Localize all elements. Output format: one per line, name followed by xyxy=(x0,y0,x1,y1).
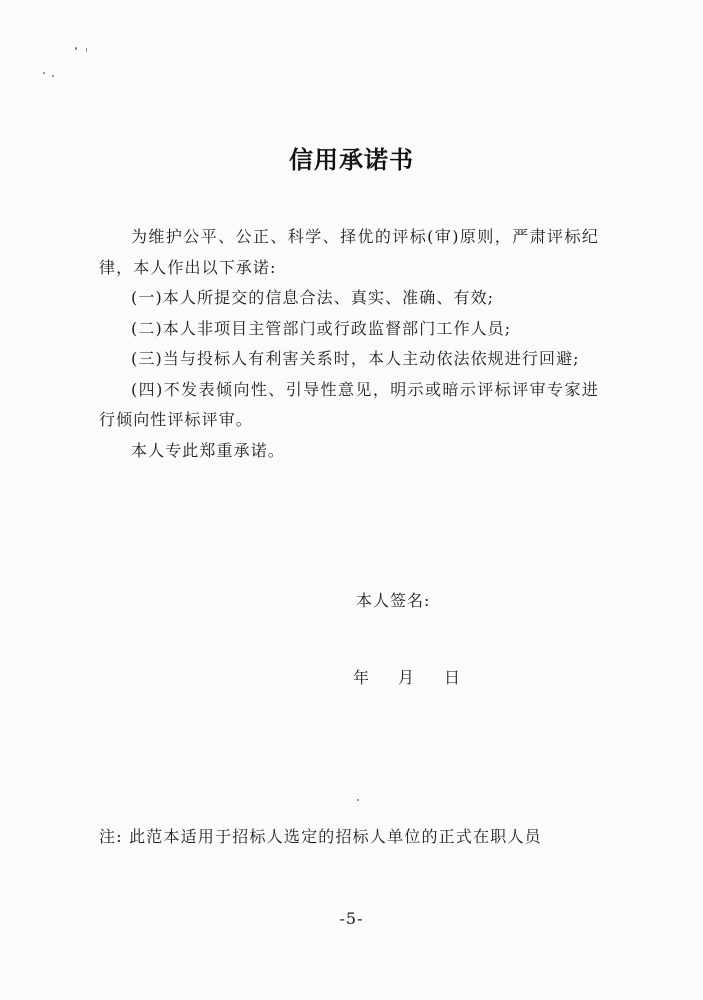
scan-speck xyxy=(86,48,87,52)
footnote: 注: 此范本适用于招标人选定的招标人单位的正式在职人员 xyxy=(99,827,542,846)
scan-speck xyxy=(357,799,359,801)
date-month-label: 月 xyxy=(398,668,415,687)
date-year-label: 年 xyxy=(353,668,370,687)
commitment-item-4: (四)不发表倾向性、引导性意见，明示或暗示评标评审专家进行倾向性评标评审。 xyxy=(99,379,599,429)
date-day-label: 日 xyxy=(444,668,461,687)
intro-paragraph: 为维护公平、公正、科学、择优的评标(审)原则，严肃评标纪律，本人作出以下承诺: xyxy=(99,227,599,277)
document-title: 信用承诺书 xyxy=(289,145,414,174)
signature-label: 本人签名: xyxy=(356,591,431,610)
closing-statement: 本人专此郑重承诺。 xyxy=(131,440,285,460)
commitment-item-2: (二)本人非项目主管部门或行政监督部门工作人员; xyxy=(131,318,512,338)
page-number: -5- xyxy=(339,909,364,928)
commitment-item-1: (一)本人所提交的信息合法、真实、准确、有效; xyxy=(131,288,495,307)
commitment-item-3: (三)当与投标人有利害关系时，本人主动依法依规进行回避; xyxy=(131,349,580,368)
scan-speck xyxy=(75,47,77,50)
commitment-body xyxy=(99,222,599,466)
scan-speck xyxy=(52,75,54,77)
scan-speck xyxy=(43,72,45,74)
